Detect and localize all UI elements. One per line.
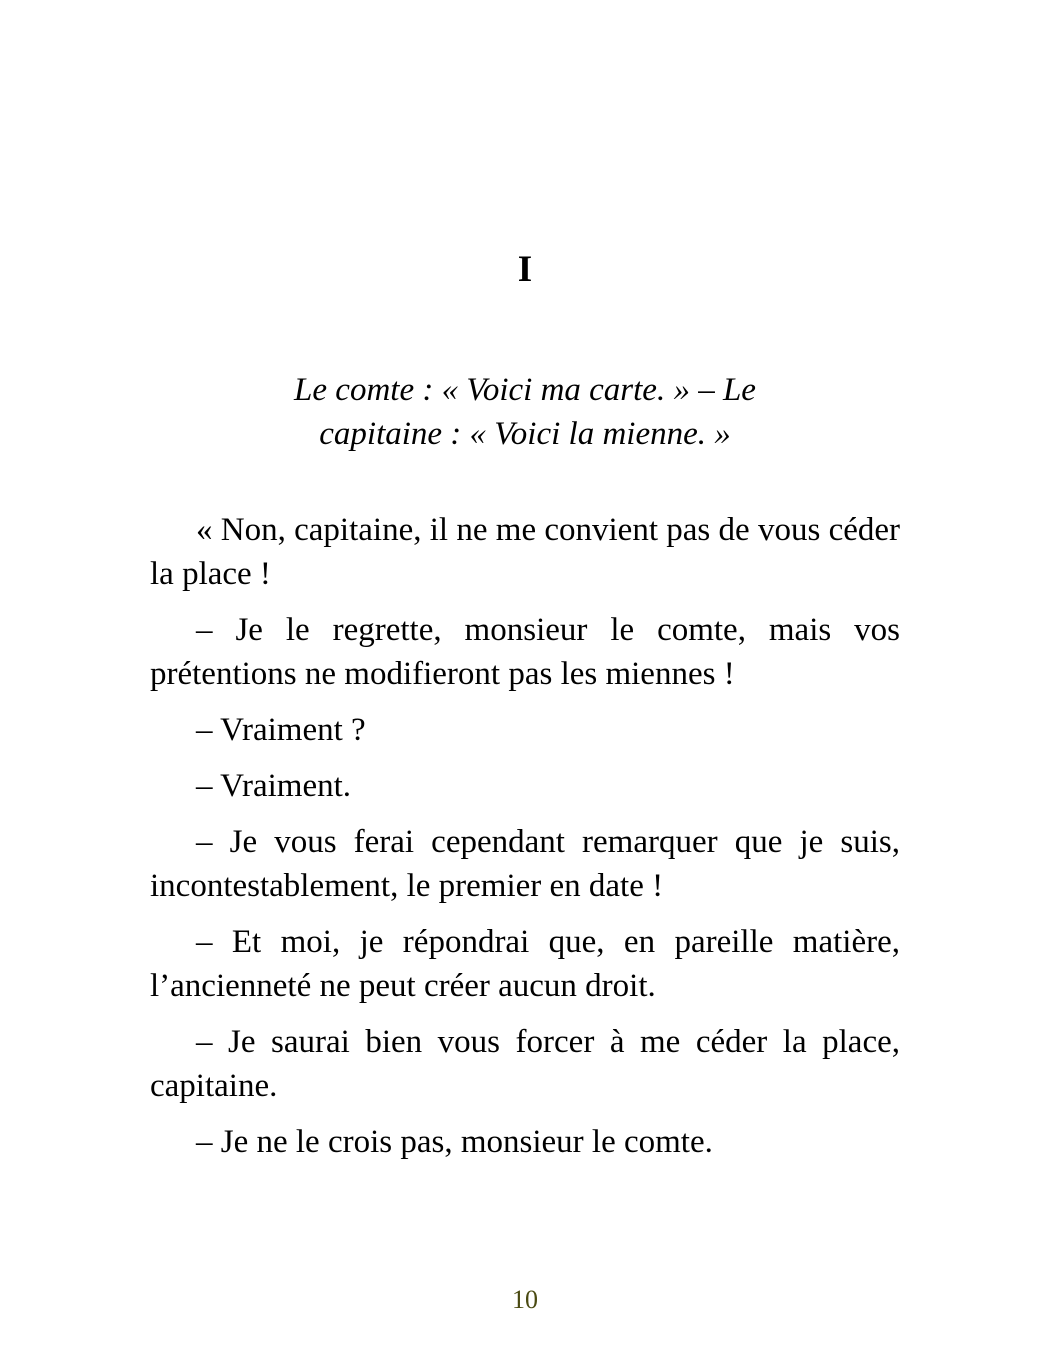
paragraph-6: – Et moi, je répondrai que, en pareille matière, l’ancienneté ne peut créer aucun droit.: [150, 924, 900, 1004]
paragraph-3: – Vraiment ?: [196, 712, 366, 748]
chapter-summary-line-2: capitaine : « Voici la mienne. »: [319, 416, 731, 452]
paragraph-4: – Vraiment.: [196, 768, 352, 804]
chapter-summary-line-1: Le comte : « Voici ma carte. » – Le: [294, 372, 756, 408]
paragraph-5: – Je vous ferai cependant remarquer que je suis, incontestablement, le premier en date !: [150, 824, 900, 904]
chapter-summary: [250, 368, 800, 456]
chapter-body: [150, 508, 900, 1176]
paragraph-1: « Non, capitaine, il ne me convient pas de vous céder la place !: [150, 512, 900, 592]
chapter-number: I: [517, 249, 533, 290]
paragraph-7: – Je saurai bien vous forcer à me céder la place, capitaine.: [150, 1024, 900, 1104]
paragraph-8: – Je ne le crois pas, monsieur le comte.: [196, 1124, 713, 1160]
paragraph-2: – Je le regrette, monsieur le comte, mais vos prétentions ne modifieront pas les miennes !: [150, 612, 900, 692]
page-number: 10: [512, 1285, 538, 1314]
